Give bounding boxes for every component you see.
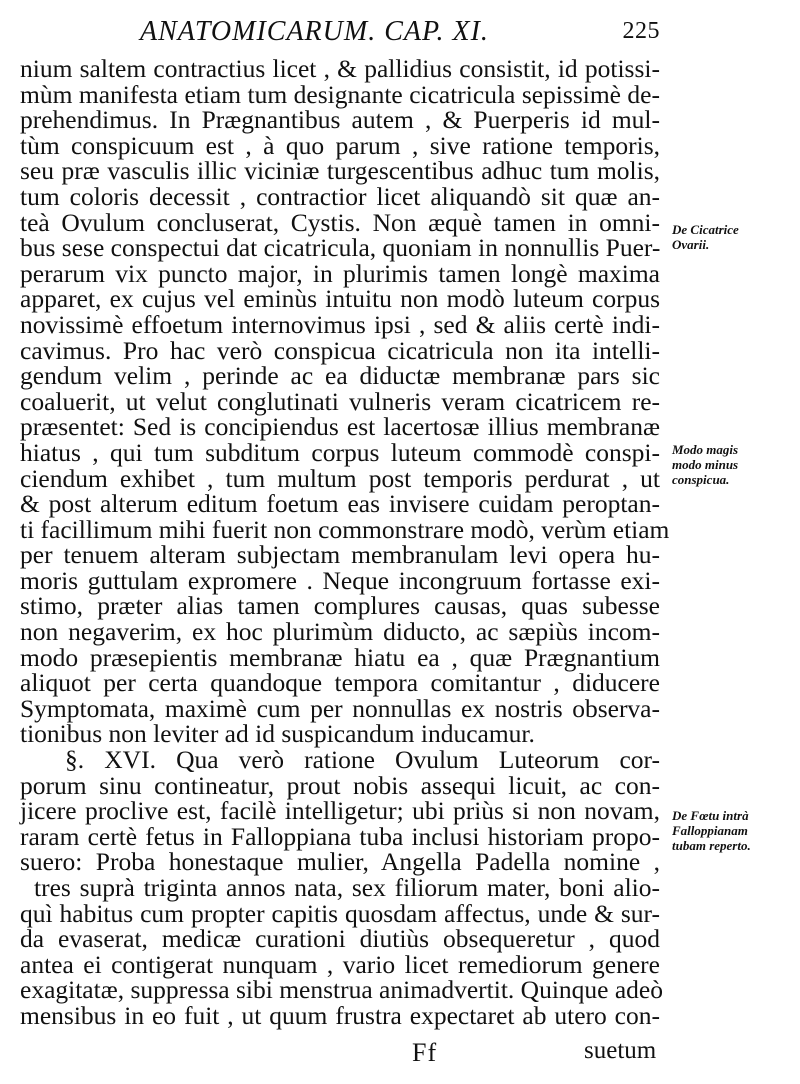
text-line: suero: Proba honestaque mulier, Angella Padella nomine , <box>20 847 660 877</box>
text-line: tionibus non leviter ad id suspicandum inducamur. <box>20 719 535 749</box>
text-line: ti facillimum mihi fuerit non commonstrare modò, verùm etiam <box>20 514 670 544</box>
text-line: porum sinu contineatur, prout nobis assequi licuit, ac con- <box>20 770 660 800</box>
marginal-note-line: Modo magis <box>672 442 739 457</box>
text-line: novissimè effoetum internovimus ipsi , sed & aliis certè indi- <box>20 309 660 339</box>
text-line: Symptomata, maximè cum per nonnullas ex nostris observa- <box>20 693 660 723</box>
text-line: ciendum exhibet , tum multum post temporis perdurat , ut <box>20 463 660 493</box>
text-line: stimo, præter alias tamen complures causas, quas subesse <box>20 591 660 621</box>
body-text <box>20 54 670 1030</box>
text-line: hiatus , qui tum subditum corpus luteum commodè conspi- <box>20 437 660 467</box>
page-number: 225 <box>622 18 660 44</box>
text-line: nium saltem contractius licet , & pallidius consistit, id potissi- <box>20 54 660 83</box>
text-line: raram certè fetus in Falloppiana tuba inclusi historiam propo- <box>20 821 660 851</box>
text-line: coaluerit, ut velut conglutinati vulneris veram cicatricem re- <box>20 386 660 416</box>
marginal-note-line: Falloppianam <box>672 823 748 838</box>
text-line: per tenuem alteram subjectam membranulam levi opera hu- <box>20 540 660 570</box>
text-line: & post alterum editum foetum eas invisere cuidam peroptan- <box>20 489 660 519</box>
text-line: cavimus. Pro hac verò conspicua cicatricula non ita intelli- <box>20 335 660 365</box>
text-line: mùm manifesta etiam tum designante cicatricula sepissimè de- <box>20 79 660 109</box>
marginal-note-conspicua <box>672 442 792 487</box>
running-title: ANATOMICARUM. CAP. XI. <box>140 16 489 47</box>
running-head <box>140 16 660 48</box>
text-line: exagitatæ, suppressa sibi menstrua animadvertit. Quinque adeò <box>20 975 664 1005</box>
text-line: tùm conspicuum est , à quo parum , sive ratione temporis, <box>20 130 660 160</box>
marginal-note-line: Ovarii. <box>672 237 710 252</box>
text-line: tres suprà triginta annos nata, sex filiorum mater, boni alio- <box>34 873 660 902</box>
text-line: da evaserat, medicæ curationi diutiùs obsequeretur , quod <box>20 924 660 954</box>
text-line: modo præsepientis membranæ hiatu ea , quæ Prægnantium <box>20 642 660 672</box>
catchword: suetum <box>584 1037 657 1064</box>
text-line: gendum velim , perinde ac ea diductæ membranæ pars sic <box>20 361 660 391</box>
marginal-note-line: modo minus <box>672 457 739 472</box>
text-line: non negaverim, ex hoc plurimùm diducto, ac sæpiùs incom- <box>20 617 660 647</box>
marginal-note-line: tubam reperto. <box>672 838 751 853</box>
text-line: apparet, ex cujus vel eminùs intuitu non modò luteum corpus <box>20 284 660 314</box>
text-line: prehendimus. In Prægnantibus autem , & Puerperis id mul- <box>20 105 660 135</box>
text-line: tum coloris decessit , contractior licet aliquandò sit quæ an- <box>20 181 660 211</box>
section-heading-line: §. XVI. Qua verò ratione Ovulum Luteorum cor- <box>65 745 660 775</box>
text-line: quì habitus cum propter capitis quosdam affectus, unde & sur- <box>20 898 660 928</box>
marginal-note-line: conspicua. <box>672 472 730 487</box>
text-line: aliquot per certa quandoque tempora comitantur , diducere <box>20 668 660 698</box>
text-line: præsentet: Sed is concipiendus est lacertosæ illius membranæ <box>20 412 660 442</box>
text-line: bus sese conspectui dat cicatricula, quoniam in nonnullis Puer- <box>20 233 661 263</box>
text-line: mensibus in eo fuit , ut quum frustra expectaret ab utero con- <box>20 1000 660 1030</box>
text-line: antea ei contigerat nunquam , vario licet remediorum genere <box>20 949 660 979</box>
marginal-note-line: De Fœtu intrà <box>672 808 749 823</box>
text-line: perarum vix puncto major, in plurimis tamen longè maxima <box>20 258 660 288</box>
signature-mark: Ff <box>412 1038 438 1067</box>
text-line: jicere proclive est, facilè intelligetur; ubi priùs si non novam, <box>20 796 660 826</box>
text-line: seu præ vasculis illic viciniæ turgescentibus adhuc tum molis, <box>20 156 660 186</box>
marginal-note-foetu <box>672 808 792 853</box>
marginal-note-cicatrice <box>672 222 792 252</box>
text-line: moris guttulam expromere . Neque incongruum fortasse exi- <box>20 565 660 595</box>
text-line: teà Ovulum concluserat, Cystis. Non æquè tamen in omni- <box>20 207 660 237</box>
marginal-note-line: De Cicatrice <box>672 222 739 237</box>
